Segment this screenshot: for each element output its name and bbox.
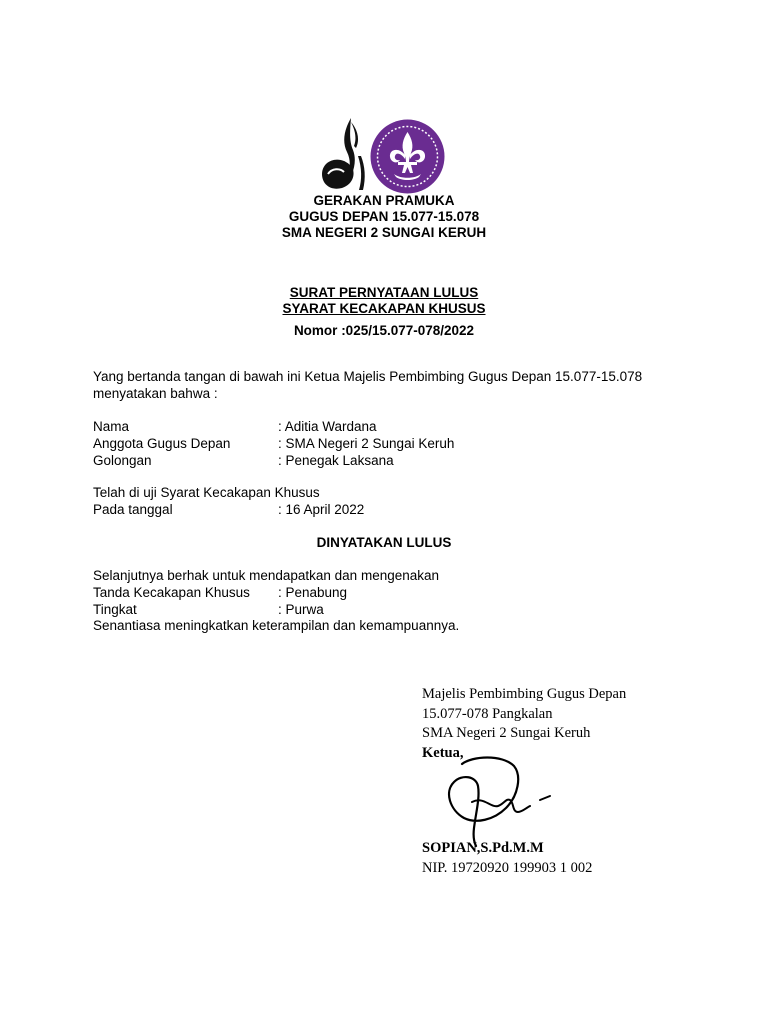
identity-value: : Penegak Laksana: [278, 452, 394, 468]
identity-row-level: [93, 453, 693, 470]
award-label: Tingkat: [93, 601, 137, 617]
award-value: : Purwa: [278, 601, 324, 617]
signatory-line-3: SMA Negeri 2 Sungai Keruh: [422, 725, 591, 741]
signatory-line-1: Majelis Pembimbing Gugus Depan: [422, 686, 627, 702]
header-logos: [318, 116, 448, 192]
title-line-1: SURAT PERNYATAAN LULUS: [289, 285, 479, 300]
test-date-row: [93, 502, 693, 519]
award-row-badge: [93, 585, 693, 602]
test-date-label: Pada tanggal: [93, 501, 173, 517]
header-line-2: GUGUS DEPAN 15.077-15.078: [288, 209, 480, 224]
test-line: Telah di uji Syarat Kecakapan Khusus: [93, 485, 320, 500]
intro-line-1: Yang bertanda tangan di bawah ini Ketua Majelis Pembimbing Gugus Depan 15.077-15.078: [93, 369, 643, 384]
document-title: [0, 285, 768, 317]
award-row-level: [93, 602, 693, 619]
signatory-role: Ketua,: [422, 744, 464, 761]
identity-value: : Aditia Wardana: [278, 419, 377, 434]
intro-paragraph: [93, 369, 693, 403]
identity-value: : SMA Negeri 2 Sungai Keruh: [278, 435, 455, 451]
wosm-fleur-de-lis-icon: [370, 119, 445, 194]
identity-block: [93, 419, 693, 469]
declaration-heading: DINYATAKAN LULUS: [316, 535, 452, 550]
award-value: : Penabung: [278, 584, 348, 600]
header-line-1: GERAKAN PRAMUKA: [313, 193, 455, 208]
identity-label: Anggota Gugus Depan: [93, 435, 231, 451]
award-block: [93, 568, 693, 635]
title-line-2: SYARAT KECAKAPAN KHUSUS: [282, 301, 486, 316]
signatory-name: SOPIAN,S.Pd.M.M: [422, 840, 544, 856]
handwritten-signature: [432, 752, 572, 852]
identity-label: Nama: [93, 419, 130, 434]
signatory-identity: [422, 838, 722, 878]
identity-label: Golongan: [93, 452, 152, 468]
test-block: [93, 485, 693, 519]
organization-header: [0, 193, 768, 241]
award-closing: Senantiasa meningkatkan keterampilan dan kemampuannya.: [93, 618, 460, 634]
intro-line-2: menyatakan bahwa :: [93, 385, 218, 401]
award-line: Selanjutnya berhak untuk mendapatkan dan mengenakan: [93, 568, 440, 583]
document-number: Nomor :025/15.077-078/2022: [293, 323, 475, 338]
award-label: Tanda Kecakapan Khusus: [93, 584, 250, 600]
tunas-kelapa-icon: [318, 116, 368, 192]
signatory-nip: NIP. 19720920 199903 1 002: [422, 860, 593, 876]
identity-row-member: [93, 436, 693, 453]
test-date-value: : 16 April 2022: [278, 501, 365, 517]
header-line-3: SMA NEGERI 2 SUNGAI KERUH: [281, 225, 487, 240]
identity-row-name: [93, 419, 693, 436]
signatory-line-2: 15.077-078 Pangkalan: [422, 705, 553, 722]
